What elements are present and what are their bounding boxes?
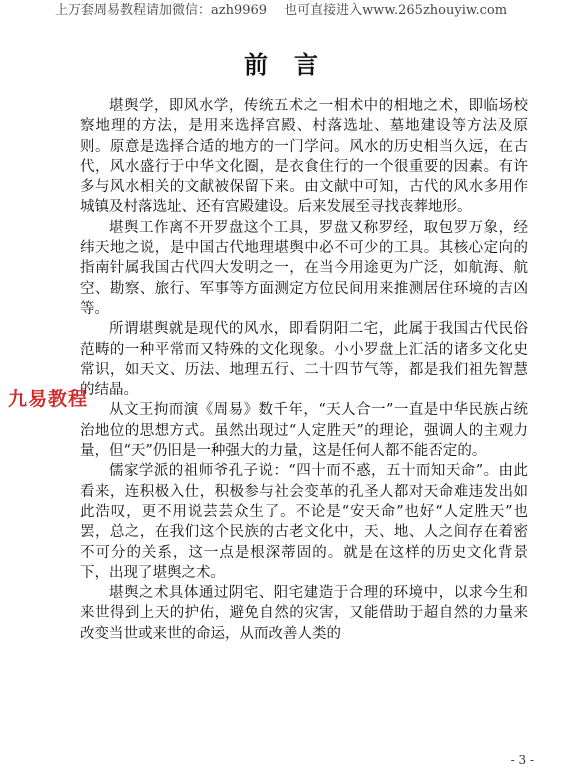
red-watermark-logo: 九易教程 xyxy=(8,388,89,410)
paragraph: 从文王拘而演《周易》数千年，“天人合一”一直是中华民族占统治地位的思想方式。虽然出现过“人定胜天”的理论，强调人的主观力量，但“天”仍旧是一种强大的力量，这是任何人都不能否定的。 xyxy=(80,402,528,460)
paragraph: 堪舆学，即风水学，传统五术之一相术中的相地之术，即临场校察地理的方法，是用来选择宫殿、村落选址、墓地建设等方法及原则。原意是选择合适的地方的一门学问。风水的历史相当久远，在古代，风水盛行于中华文化圈，是衣食住行的一个很重要的因素。有许多与风水相关的文献被保留下来。由文献中可知，古代的风水多用作城镇及村落选址、还有宫殿建设。后来发展至寻找丧葬地形。 xyxy=(80,98,528,216)
paragraph: 堪舆之术具体通过阴宅、阳宅建造于合理的环境中，以求今生和来世得到上天的护佑，避免自然的灾害，又能借助于超自然的力量来改变当世或来世的命运，从而改善人类的 xyxy=(80,585,528,642)
paragraph: 堪舆工作离不开罗盘这个工具，罗盘又称罗经，取包罗万象，经纬天地之说，是中国古代地理堪舆中必不可少的工具。其核心定向的指南针属我国古代四大发明之一，在当今用途更为广泛，如航海、航空、勘察、旅行、军事等方面测定方位民间用来推测居住环境的吉凶等。 xyxy=(80,219,528,317)
preface-body xyxy=(80,96,528,644)
paragraph: 所谓堪舆就是现代的风水，即看阴阳二宅，此属于我国古代民俗范畴的一种平常而又特殊的文化现象。小小罗盘上汇活的诸多文化史常识，如天文、历法、地理五行、二十四节气等，都是我们祖先智慧的结晶。 xyxy=(80,321,528,399)
paragraph: 儒家学派的祖师爷孔子说：“四十而不惑，五十而知天命”。由此看来，连积极入仕，积极参与社会变革的孔圣人都对天命难违发出如此浩叹，更不用说芸芸众生了。不论是“安天命”也好“人定胜天”也罢，总之，在我们这个民族的古老文化中，天、地、人之间存在着密不可分的关系，这一点是根深蒂固的。就是在这样的历史文化背景下，出现了堪舆之术。 xyxy=(80,463,528,581)
header-watermark-note: 上万套周易教程请加微信：azh9969 也可直接进入www.265zhouyiw.com xyxy=(54,3,508,18)
page-number: - 3 - xyxy=(510,753,534,767)
page-title: 前言 xyxy=(244,50,344,79)
